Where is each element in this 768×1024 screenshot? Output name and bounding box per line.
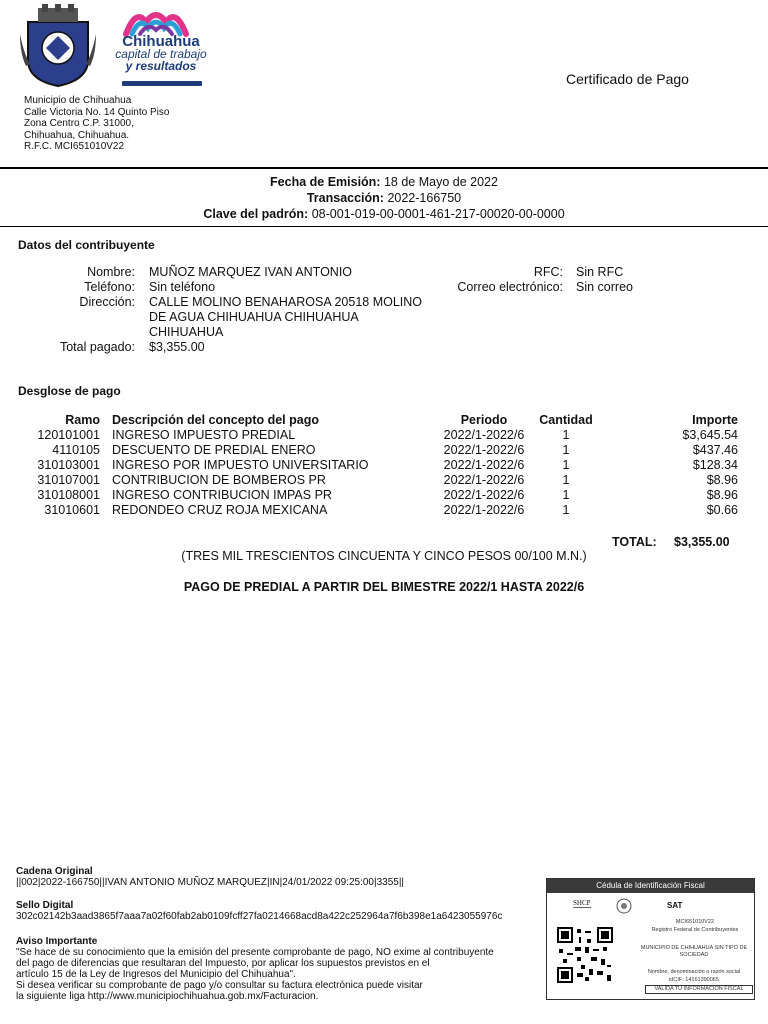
cell-amount: $3,645.54 xyxy=(682,428,738,442)
notice-line: "Se hace de su conocimiento que la emisión del presente comprobante de pago, NO exime al contribuyente xyxy=(16,947,494,958)
total-value: $3,355.00 xyxy=(674,535,730,549)
name-label: Nombre: xyxy=(87,265,135,279)
table-row xyxy=(0,503,738,518)
cell-description: INGRESO CONTRIBUCION IMPAS PR xyxy=(112,488,332,502)
brand-line-2: capital de trabajo xyxy=(115,47,207,61)
name-value: MUÑOZ MARQUEZ IVAN ANTONIO xyxy=(149,265,353,279)
brand-line-3: y resultados xyxy=(125,59,197,73)
card-registry: Registro Federal de Contribuyentes xyxy=(651,927,739,933)
card-validate-caption: VALIDA TU INFORMACIÓN FISCAL xyxy=(645,985,753,994)
address-line: Calle Victoria No. 14 Quinto Piso xyxy=(24,106,170,118)
card-idcif: idCIF: 14161390065 xyxy=(669,977,719,983)
column-period: Periodo xyxy=(460,413,508,427)
cell-description: DESCUENTO DE PREDIAL ENERO xyxy=(112,443,316,457)
cell-ramo: 310108001 xyxy=(37,488,100,502)
table-row xyxy=(0,458,738,473)
address-line: R.F.C. MCI651010V22 xyxy=(24,141,125,152)
important-notice-block xyxy=(16,936,494,1002)
address-value xyxy=(149,295,422,340)
qr-code[interactable] xyxy=(557,927,613,983)
national-emblem-icon xyxy=(615,897,633,915)
cell-description: CONTRIBUCION DE BOMBEROS PR xyxy=(112,473,326,487)
shcp-logo: SHCP xyxy=(573,899,591,907)
cell-quantity: 1 xyxy=(562,458,570,472)
cell-ramo: 310103001 xyxy=(37,458,100,472)
digital-seal-block xyxy=(16,900,502,922)
digital-seal-value: 302c02142b3aad3865f7aaa7a02f60fab2ab0109fcff27fa0214668acd8a422c252964a7f6b398e1a6423055976c xyxy=(16,911,503,922)
emission-date-value: 18 de Mayo de 2022 xyxy=(383,175,498,189)
address-value-line: CALLE MOLINO BENAHAROSA 20518 MOLINO xyxy=(149,295,423,309)
total-label: TOTAL: xyxy=(612,535,657,549)
cell-amount: $437.46 xyxy=(692,443,738,457)
email-label: Correo electrónico: xyxy=(457,280,563,294)
column-description: Descripción del concepto del pago xyxy=(112,413,319,427)
cell-quantity: 1 xyxy=(562,443,570,457)
registry-key-line xyxy=(0,206,768,222)
municipal-seal-logo xyxy=(20,4,96,88)
rfc-value: Sin RFC xyxy=(576,265,624,279)
column-quantity: Cantidad xyxy=(539,413,593,427)
transaction-value: 2022-166750 xyxy=(387,191,462,205)
cell-period: 2022/1-2022/6 xyxy=(443,473,525,487)
cell-ramo: 120101001 xyxy=(37,428,100,442)
original-chain-value: ||002|2022-166750||IVAN ANTONIO MUÑOZ MARQUEZ|IN|24/01/2022 09:25:00|3355|| xyxy=(16,877,405,888)
cell-period: 2022/1-2022/6 xyxy=(443,443,525,457)
original-chain-title: Cadena Original xyxy=(16,866,93,877)
divider-top xyxy=(0,167,768,169)
fiscal-id-card-title: Cédula de Identificación Fiscal xyxy=(547,879,754,893)
digital-seal-title: Sello Digital xyxy=(16,900,74,911)
cell-ramo: 310107001 xyxy=(37,473,100,487)
brand-footer-bar xyxy=(122,81,202,86)
table-row xyxy=(0,428,738,443)
notice-line: del pago de diferencias que resultaran del Impuesto, por aplicar los supuestos previstos en el xyxy=(16,958,430,969)
table-row xyxy=(0,443,738,458)
payment-note: PAGO DE PREDIAL A PARTIR DEL BIMESTRE 2022/1 HASTA 2022/6 xyxy=(183,580,585,594)
rfc-label: RFC: xyxy=(533,265,563,279)
fiscal-id-card xyxy=(546,878,755,1000)
registry-key-value: 08-001-019-00-0001-461-217-00020-00-0000 xyxy=(311,207,565,221)
card-rfc: MCI651010V22 xyxy=(675,919,715,925)
cell-description: INGRESO IMPUESTO PREDIAL xyxy=(112,428,296,442)
cell-period: 2022/1-2022/6 xyxy=(443,488,525,502)
cell-amount: $128.34 xyxy=(692,458,738,472)
address-line: Municipio de Chihuahua xyxy=(24,95,132,106)
cell-ramo: 31010601 xyxy=(44,503,100,517)
address-line: Zona Centro C.P. 31000, xyxy=(24,118,134,129)
notice-line: Si desea verificar su comprobante de pago y/o consultar su factura electrónica puede visitar xyxy=(16,980,423,991)
column-ramo: Ramo xyxy=(65,413,100,427)
table-row xyxy=(0,473,738,488)
total-paid-label: Total pagado: xyxy=(59,340,135,354)
cell-quantity: 1 xyxy=(562,488,570,502)
payment-breakdown-table xyxy=(0,413,738,518)
column-amount: Importe xyxy=(692,413,738,427)
cell-period: 2022/1-2022/6 xyxy=(443,503,525,517)
original-chain-block xyxy=(16,866,404,888)
cell-ramo: 4110105 xyxy=(52,443,100,457)
cell-amount: $8.96 xyxy=(706,473,738,487)
notice-line: artículo 15 de la Ley de Ingresos del Municipio del Chihuahua". xyxy=(16,969,296,980)
cell-description: INGRESO POR IMPUESTO UNIVERSITARIO xyxy=(112,458,369,472)
cell-period: 2022/1-2022/6 xyxy=(443,458,525,472)
breakdown-section-title: Desglose de pago xyxy=(18,384,121,398)
phone-value: Sin teléfono xyxy=(149,280,216,294)
address-label: Dirección: xyxy=(79,295,135,309)
card-name-caption: Nombre, denominación o razón social xyxy=(647,969,741,975)
brand-line-1: Chihuahua xyxy=(122,33,200,50)
address-line: Chihuahua, Chihuahua. xyxy=(24,129,130,141)
cell-description: REDONDEO CRUZ ROJA MEXICANA xyxy=(112,503,328,517)
cell-quantity: 1 xyxy=(562,428,570,442)
card-taxpayer-name: MUNICIPIO DE CHIHUAHUA SIN TIPO DE SOCIEDAD xyxy=(640,945,748,958)
emission-date-label: Fecha de Emisión: xyxy=(270,175,381,189)
cell-quantity: 1 xyxy=(562,473,570,487)
sat-logo: SAT xyxy=(667,901,683,910)
address-value-line: CHIHUAHUA xyxy=(149,325,224,339)
certificate-title: Certificado de Pago xyxy=(566,71,689,87)
taxpayer-section-title: Datos del contribuyente xyxy=(18,238,155,252)
emission-date-line xyxy=(0,174,768,190)
transaction-label: Transacción: xyxy=(306,191,384,205)
brand-text xyxy=(106,33,216,73)
divider-bottom xyxy=(0,226,768,227)
cell-quantity: 1 xyxy=(562,503,570,517)
notice-line: la siguiente liga http://www.municipiochihuahua.gob.mx/Facturacion. xyxy=(16,991,319,1002)
phone-label: Teléfono: xyxy=(84,280,135,294)
transaction-line xyxy=(0,190,768,206)
issuer-address xyxy=(24,95,169,153)
registry-key-label: Clave del padrón: xyxy=(203,207,309,221)
table-header-row xyxy=(0,413,738,428)
payment-summary xyxy=(0,174,768,222)
total-paid-value: $3,355.00 xyxy=(149,340,205,354)
table-row xyxy=(0,488,738,503)
cell-period: 2022/1-2022/6 xyxy=(443,428,525,442)
cell-amount: $0.66 xyxy=(706,503,738,517)
cell-amount: $8.96 xyxy=(706,488,738,502)
email-value: Sin correo xyxy=(576,280,633,294)
address-value-line: DE AGUA CHIHUAHUA CHIHUAHUA xyxy=(149,310,359,324)
amount-in-words: (TRES MIL TRESCIENTOS CINCUENTA Y CINCO PESOS 00/100 M.N.) xyxy=(181,549,587,563)
important-notice-title: Aviso Importante xyxy=(16,936,98,947)
